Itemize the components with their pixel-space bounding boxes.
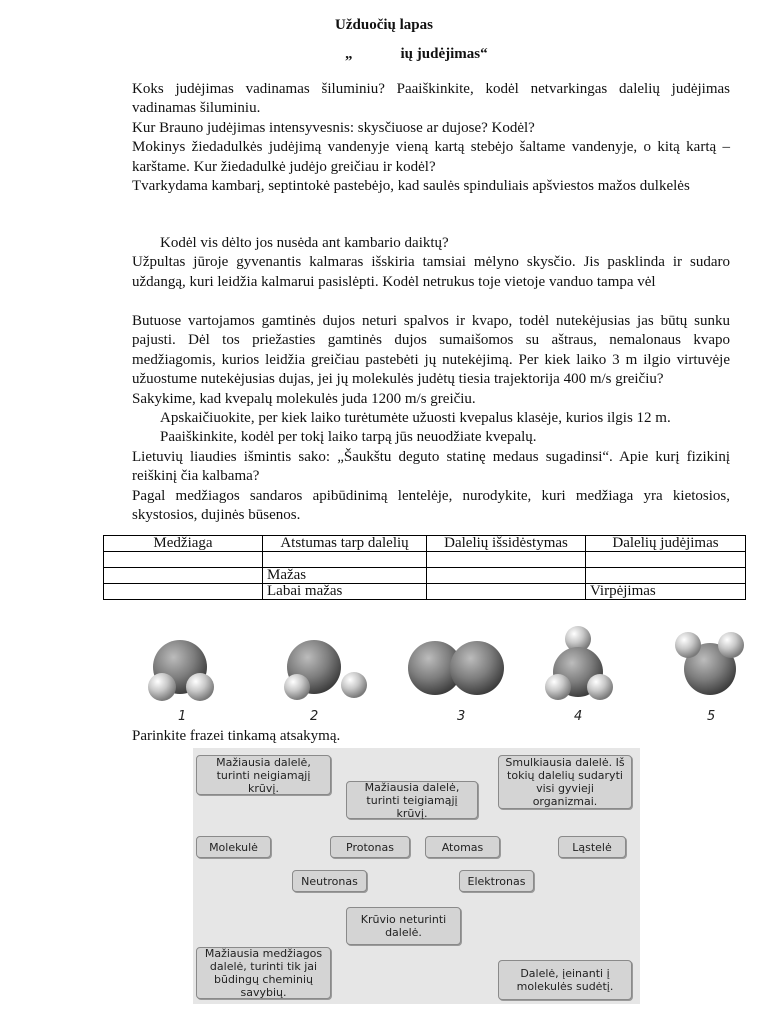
questions-block-3 — [132, 312, 730, 525]
paragraph: Užpultas jūroje gyvenantis kalmaras išskiria tamsiai mėlyno skysčio. Jis pasklinda ir sudaro uždangą, kuri leidžia kalmarui pasislėpti. Kodėl netrukus toje vietoje vanduo tampa vėl — [132, 254, 730, 290]
molecule-label: 1 — [178, 709, 187, 724]
table-cell[interactable] — [263, 552, 427, 568]
table-cell[interactable] — [427, 568, 586, 584]
table-cell[interactable] — [104, 584, 263, 600]
paragraph: Kodėl vis dėlto jos nusėda ant kambario daiktų? — [160, 235, 449, 251]
table-cell[interactable]: Virpėjimas — [586, 584, 746, 600]
table-header: Medžiaga — [104, 536, 263, 552]
table-header-row — [104, 536, 746, 552]
paragraph: Kur Brauno judėjimas intensyvesnis: skysčiuose ar dujose? Kodėl? — [132, 119, 535, 136]
card-protonas[interactable]: Protonas — [330, 836, 410, 858]
molecule-1 — [148, 640, 214, 701]
matching-question: Parinkite frazei tinkamą atsakymą. — [132, 728, 341, 744]
paragraph: Butuose vartojamos gamtinės dujos neturi spalvos ir kvapo, todėl nutekėjusias jas būtų sunku pajusti. Dėl tos priežasties gamtinės dujos sumaišomos su aštraus, nemalonaus kvapo medžiagomis, kurios leidžia greičiau pastebėti jų nutekėjimą. Per kiek laiko 3 m ilgio virtuvėje užuostume nutekėjusias dujas, jei jų molekulės judėtų tiesia trajektorija 400 m/s greičiu? — [132, 313, 730, 388]
table-cell[interactable] — [586, 568, 746, 584]
molecule-5 — [675, 632, 744, 695]
paragraph: Koks judėjimas vadinamas šiluminiu? Paaiškinkite, kodėl netvarkingas dalelių judėjimas vadinamas šiluminiu. — [132, 81, 730, 117]
molecule-label: 5 — [707, 709, 716, 724]
table-cell[interactable] — [427, 552, 586, 568]
card-molekule[interactable]: Molekulė — [196, 836, 271, 858]
molecule-models-figure — [132, 625, 752, 725]
card-molecule-part[interactable]: Dalelė, įeinanti į molekulės sudėtį. — [498, 960, 632, 1000]
molecule-label: 4 — [574, 709, 583, 724]
table-row — [104, 584, 746, 600]
table-row — [104, 568, 746, 584]
paragraph: Mokinys žiedadulkės judėjimą vandenyje vieną kartą stebėjo šaltame vandenyje, o kitą kartą – karštame. Kur žiedadulkė judėjo greičiau ir kodėl? — [132, 139, 730, 175]
table-cell[interactable] — [104, 552, 263, 568]
paragraph: Lietuvių liaudies išmintis sako: „Šaukštu deguto statinę medaus sugadinsi“. Apie kurį fizikinį reiškinį čia kalbama? — [132, 448, 730, 485]
table-cell[interactable] — [104, 568, 263, 584]
paragraph: Apskaičiuokite, per kiek laiko turėtumėte užuosti kvepalus klasėje, kurios ilgis 12 m. — [160, 410, 671, 427]
table-cell[interactable] — [427, 584, 586, 600]
subtitle-open-quote: „ — [345, 46, 353, 62]
card-neutronas[interactable]: Neutronas — [292, 870, 367, 892]
card-atomas[interactable]: Atomas — [425, 836, 500, 858]
card-smallest-negative-particle[interactable]: Mažiausia dalelė, turinti neigiamąjį krūvį. — [196, 755, 331, 795]
table-cell[interactable]: Mažas — [263, 568, 427, 584]
table-header: Dalelių išsidėstymas — [427, 536, 586, 552]
molecule-3 — [408, 641, 504, 695]
paragraph: Pagal medžiagos sandaros apibūdinimą lentelėje, nurodykite, kuri medžiaga yra kietosios, skystosios, dujinės būsenos. — [132, 487, 730, 524]
table-cell[interactable] — [586, 552, 746, 568]
molecule-label: 2 — [310, 709, 319, 724]
card-smallest-positive-particle[interactable]: Mažiausia dalelė, turinti teigiamąjį krūvį. — [346, 781, 478, 819]
questions-block-1 — [132, 80, 730, 196]
molecule-4 — [545, 626, 613, 700]
paragraph: Paaiškinkite, kodėl per tokį laiko tarpą jūs neuodžiate kvepalų. — [160, 429, 537, 446]
questions-block-2 — [132, 234, 730, 292]
subtitle-text: ių judėjimas“ — [400, 46, 488, 62]
matching-cards-panel — [193, 748, 640, 1004]
molecule-2 — [284, 640, 367, 700]
worksheet-title: Užduočių lapas — [335, 17, 433, 33]
paragraph: Tvarkydama kambarį, septintokė pastebėjo, kad saulės spinduliais apšviestos mažos dulkelės — [132, 178, 690, 195]
table-header: Atstumas tarp dalelių — [263, 536, 427, 552]
card-smallest-particle-cell[interactable]: Smulkiausia dalelė. Iš tokių dalelių sudaryti visi gyvieji organizmai. — [498, 755, 632, 809]
molecule-label: 3 — [457, 709, 466, 724]
card-elektronas[interactable]: Elektronas — [459, 870, 534, 892]
table-header: Dalelių judėjimas — [586, 536, 746, 552]
card-lastele[interactable]: Ląstelė — [558, 836, 626, 858]
card-neutral-particle[interactable]: Krūvio neturinti dalelė. — [346, 907, 461, 945]
table-row — [104, 552, 746, 568]
matter-states-table — [103, 535, 746, 600]
card-smallest-substance-particle[interactable]: Mažiausia medžiagos dalelė, turinti tik jai būdingų cheminių savybių. — [196, 947, 331, 999]
table-cell[interactable]: Labai mažas — [263, 584, 427, 600]
worksheet-subtitle — [345, 46, 488, 63]
paragraph: Sakykime, kad kvepalų molekulės juda 1200 m/s greičiu. — [132, 390, 476, 407]
